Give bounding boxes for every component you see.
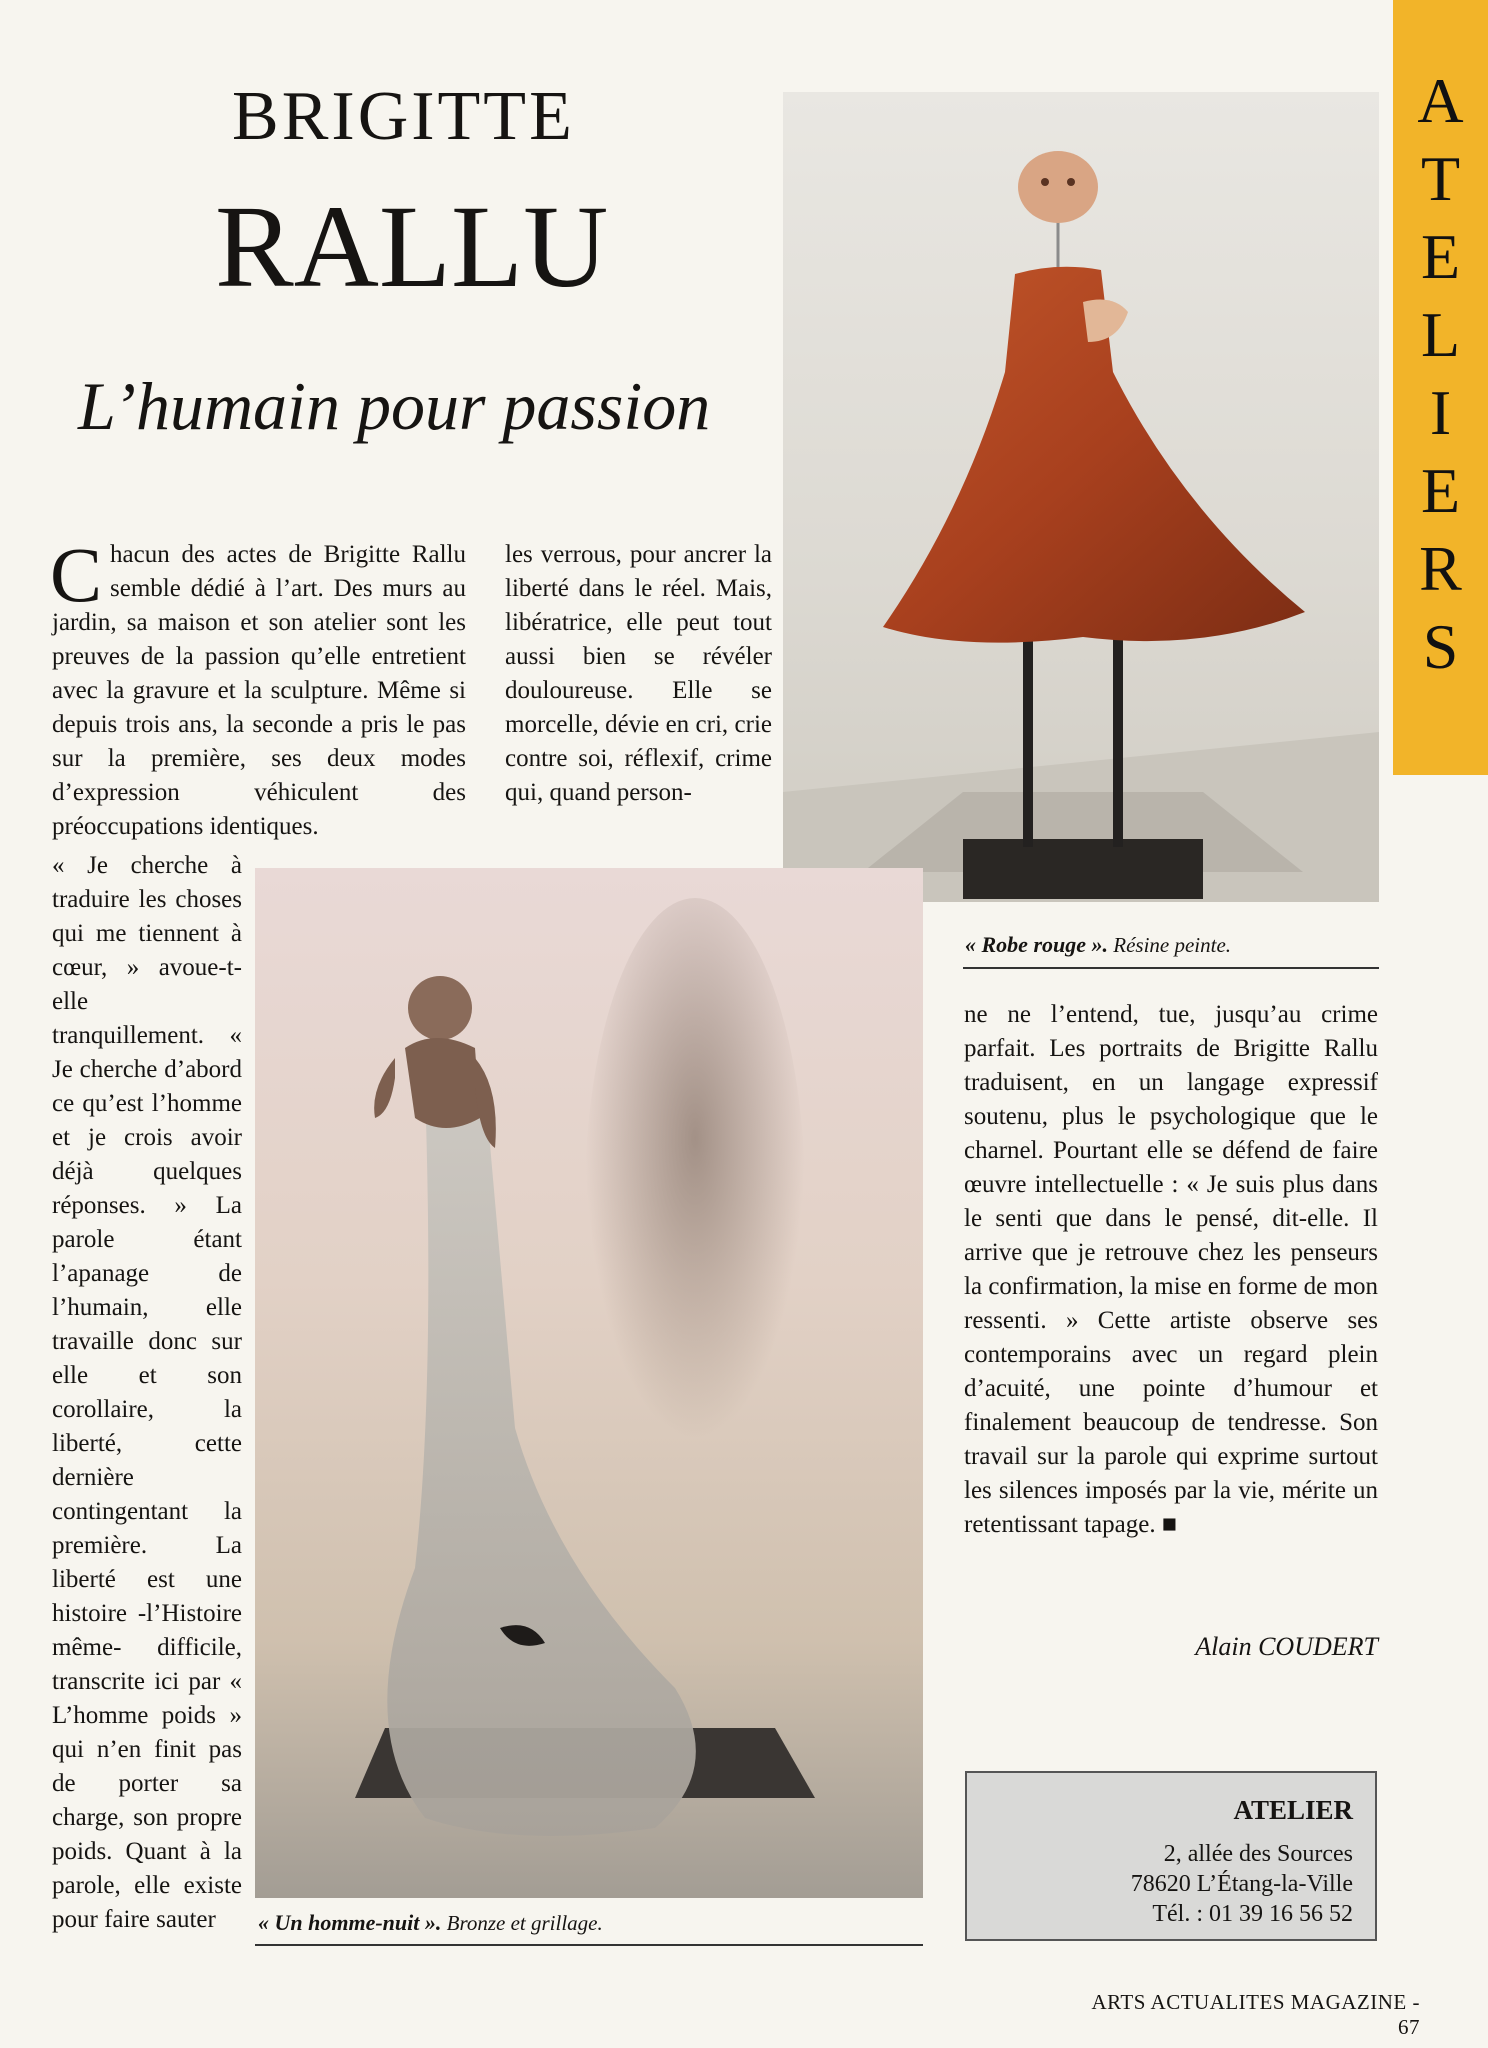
caption-rule [963,967,1379,969]
tab-letter: R [1419,533,1462,604]
caption-title: « Un homme-nuit ». [258,1910,442,1935]
article-lead-paragraph: hacun des actes de Brigitte Rallu semble dédié à l’art. Des murs au jardin, sa maison et son atelier sont les preuves de la passion qu’elle entretient avec la gravure et la sculpture. Même si depuis trois ans, la seconde a pris le pas sur la première, ses deux modes d’expression véhiculent des préoccupations identiques. [52,541,466,840]
caption-medium: Résine peinte. [1113,933,1232,957]
tab-letter: E [1420,455,1461,526]
homme-nuit-sculpture-image [255,868,923,1898]
atelier-title: ATELIER [1233,1795,1353,1825]
caption-medium: Bronze et grillage. [446,1911,603,1935]
caption-title: « Robe rouge ». [965,932,1108,957]
robe-rouge-caption [965,932,1231,958]
tab-letter: T [1420,143,1461,214]
article-paragraph: « Je cherche à traduire les choses qui me tiennent à cœur, » avoue-t-elle tranquillement. « Je cherche d’abord ce qu’est l’homme et je crois avoir déjà quelques réponses. » La parole étant l’apanage de l’humain, elle travaille donc sur elle et son corollaire, la liberté, cette dernière contingentant la première. La liberté est une histoire -l’Histoire même- difficile, transcrite ici par « L’homme poids » qui n’en finit pas de porter sa charge, son propre poids. Quant à la parole, elle existe pour faire sauter [52,852,242,1933]
article-column-1-narrow [52,849,242,1937]
article-subtitle: L’humain pour passion [78,368,711,444]
article-column-3 [964,998,1378,1542]
robe-rouge-photo [783,92,1379,902]
robe-rouge-sculpture-image [783,92,1379,902]
artist-first-name: BRIGITTE [232,78,575,155]
article-column-1 [50,531,466,844]
author-signature: Alain COUDERT [1195,1632,1378,1661]
drop-cap: C [50,531,103,618]
homme-nuit-photo [255,868,923,1898]
caption-rule [255,1944,923,1946]
page-folio: ARTS ACTUALITES MAGAZINE - 67 [1091,1990,1420,2039]
tab-letter: S [1422,611,1459,682]
atelier-info-box [965,1771,1377,1941]
homme-nuit-caption [258,1910,603,1936]
tab-letter: L [1420,299,1461,370]
article-paragraph: les verrous, pour ancrer la liberté dans le réel. Mais, libératrice, elle peut tout aussi bien se révéler douloureuse. Elle se morcelle, dévie en cri, crie contre soi, réflexif, crime qui, quand person- [505,541,772,806]
section-tab [1393,0,1488,775]
atelier-address-line: 2, allée des Sources [1163,1841,1353,1867]
article-column-2 [505,538,772,810]
end-mark: ■ [1161,1511,1177,1538]
tab-letter: A [1417,65,1464,136]
tab-letter: E [1420,221,1461,292]
article-paragraph: ne ne l’entend, tue, jusqu’au crime parfait. Les portraits de Brigitte Rallu traduisent, en un langage expressif soutenu, plus le psychologique que le charnel. Pourtant elle se défend de faire œuvre intellectuelle : « Je suis plus dans le senti que dans le pensé, dit-elle. Il arrive que je retrouve chez les penseurs la confirmation, la mise en forme de mon ressenti. » Cette artiste observe ses contemporains avec un regard plein d’acuité, une pointe d’humour et finalement beaucoup de tendresse. Son travail sur la parole qui exprime surtout les silences imposés par la vie, mérite un retentissant tapage. [964,1001,1378,1538]
artist-last-name: RALLU [215,181,609,312]
atelier-phone: Tél. : 01 39 16 56 52 [1152,1901,1353,1927]
atelier-address-city: 78620 L’Étang-la-Ville [1130,1871,1353,1897]
tab-letter: I [1429,377,1452,448]
